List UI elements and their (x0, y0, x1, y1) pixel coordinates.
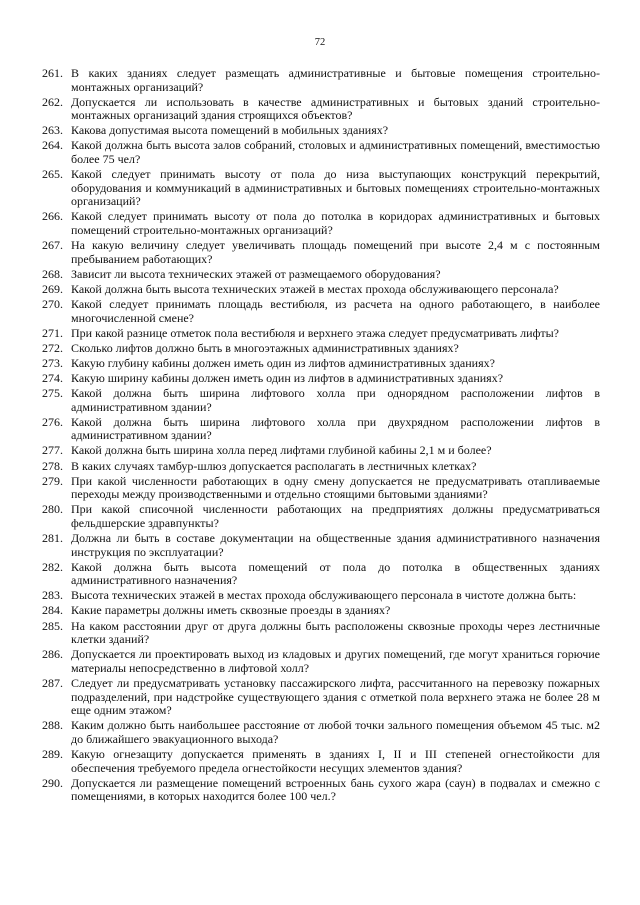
list-item (30, 124, 600, 138)
question-text: Какой следует принимать высоту от пола до низа выступающих конструкций перекрытий, оборудования и коммуникаций в административных и бытовых помещениях строительно-монтажных организаций? (71, 167, 600, 209)
list-item (30, 342, 600, 356)
question-number: 287. (42, 675, 63, 690)
question-text: В каких зданиях следует размещать административные и бытовые помещения строительно-монтажных организаций? (71, 66, 600, 94)
question-text: Допускается ли использовать в качестве административных и бытовых зданий строительно-монтажных организаций здания строящихся объектов? (71, 94, 600, 123)
question-text: Какой следует принимать высоту от пола до потолка в коридорах административных и бытовых помещений строительно-монтажных организаций? (71, 209, 600, 238)
list-item (30, 268, 600, 282)
question-text: Какой следует принимать площадь вестибюля, из расчета на одного работающего, в наиболее многочисленной смене? (71, 297, 600, 325)
question-number: 261. (42, 66, 63, 80)
question-text: В каких случаях тамбур-шлюз допускается располагать в лестничных клетках? (71, 458, 477, 473)
question-number: 290. (42, 775, 63, 790)
list-item (30, 719, 600, 746)
question-number: 275. (42, 386, 63, 401)
list-item (30, 387, 600, 414)
list-item (30, 372, 600, 386)
question-text: Какой должна быть ширина холла перед лифтами глубиной кабины 2,1 м и более? (71, 443, 492, 458)
question-text: При какой списочной численности работающих на предприятиях должны предусматриваться фельдшерские здравпункты? (71, 502, 600, 530)
list-item (30, 283, 600, 297)
question-number: 270. (42, 297, 63, 311)
question-text: Следует ли предусматривать установку пассажирского лифта, рассчитанного на перевозку пожарных подразделений, при надстройке существующего здания с отметкой пола верхнего этажа не более 28 м еще одним этажом? (71, 675, 600, 718)
question-number: 267. (42, 238, 63, 253)
question-text: Сколько лифтов должно быть в многоэтажных административных зданиях? (71, 340, 459, 355)
question-number: 266. (42, 209, 63, 224)
question-text: Какова допустимая высота помещений в мобильных зданиях? (71, 123, 389, 138)
question-text: Какую огнезащиту допускается применять в зданиях I, II и III степеней огнестойкости для обеспечения требуемого предела огнестойкости несущих элементов здания? (71, 746, 600, 775)
page-number: 72 (314, 37, 326, 48)
question-list (30, 67, 600, 805)
question-text: Какой должна быть высота помещений от пола до потолка в общественных зданиях административного назначения? (71, 559, 600, 588)
list-item (30, 561, 600, 588)
question-text: Какие параметры должны иметь сквозные проезды в зданиях? (71, 603, 391, 618)
question-number: 288. (42, 718, 63, 733)
question-number: 276. (42, 414, 63, 429)
list-item (30, 475, 600, 502)
question-number: 264. (42, 138, 63, 153)
question-number: 278. (42, 458, 63, 473)
list-item (30, 589, 600, 603)
question-number: 282. (42, 559, 63, 574)
list-item (30, 67, 600, 94)
list-item (30, 677, 600, 718)
question-text: Высота технических этажей в местах прохода обслуживающего персонала в чистоте должна быть: (71, 588, 577, 603)
list-item (30, 604, 600, 618)
question-text: Какую ширину кабины должен иметь один из лифтов в административных зданиях? (71, 370, 504, 385)
question-number: 281. (42, 531, 63, 545)
list-item (30, 357, 600, 371)
question-text: На какую величину следует увеличивать площадь помещений при высоте 2,4 м с постоянным пребыванием работающих? (71, 238, 600, 266)
question-text: Какой должна быть ширина лифтового холла при однорядном расположении лифтов в административном здании? (71, 386, 600, 414)
question-number: 269. (42, 281, 63, 296)
list-item (30, 532, 600, 559)
question-text: При какой разнице отметок пола вестибюля и верхнего этажа следует предусматривать лифты? (71, 325, 559, 340)
question-number: 285. (42, 618, 63, 633)
question-number: 265. (42, 167, 63, 182)
question-number: 284. (42, 603, 63, 618)
question-text: Зависит ли высота технических этажей от размещаемого оборудования? (71, 266, 441, 281)
list-item (30, 298, 600, 325)
question-text: Какой должна быть ширина лифтового холла при двухрядном расположении лифтов в административном здании? (71, 414, 600, 443)
list-item (30, 503, 600, 530)
question-text: На каком расстоянии друг от друга должны быть расположены сквозные проходы через лестничные клетки зданий? (71, 618, 600, 647)
list-item (30, 416, 600, 443)
question-number: 271. (42, 325, 63, 340)
question-text: Должна ли быть в составе документации на общественные здания административного назначения инструкция по эксплуатации? (71, 531, 600, 559)
question-number: 263. (42, 123, 63, 138)
question-number: 262. (42, 94, 63, 109)
list-item (30, 210, 600, 237)
question-number: 272. (42, 340, 63, 355)
list-item (30, 139, 600, 166)
question-text: При какой численности работающих в одну смену допускается не предусматривать отапливаемые переходы между производственными и отдельно стоящими бытовыми зданиями? (71, 473, 600, 502)
list-item (30, 168, 600, 209)
question-text: Каким должно быть наибольшее расстояние от любой точки зального помещения объемом 45 тыс. м2 до ближайшего эвакуационного выхода? (71, 718, 600, 746)
question-text: Допускается ли размещение помещений встроенных бань сухого жара (саун) в подвалах и смежно с помещениями, в которых находится более 100 чел.? (71, 775, 600, 804)
list-item (30, 460, 600, 474)
question-number: 286. (42, 647, 63, 662)
question-text: Какую глубину кабины должен иметь один из лифтов административных зданиях? (71, 355, 495, 370)
list-item (30, 777, 600, 804)
question-number: 268. (42, 266, 63, 281)
question-text: Какой должна быть высота залов собраний, столовых и административных помещений, вместимостью более 75 чел? (71, 138, 600, 167)
list-item (30, 444, 600, 458)
question-number: 279. (42, 473, 63, 488)
list-item (30, 748, 600, 775)
list-item (30, 96, 600, 123)
list-item (30, 239, 600, 266)
question-text: Какой должна быть высота технических этажей в местах прохода обслуживающего персонала? (71, 281, 559, 296)
list-item (30, 620, 600, 647)
question-number: 274. (42, 370, 63, 385)
list-item (30, 327, 600, 341)
question-number: 289. (42, 746, 63, 761)
list-item (30, 648, 600, 675)
question-number: 273. (42, 355, 63, 370)
question-text: Допускается ли проектировать выход из кладовых и других помещений, где могут храниться горючие материалы непосредственно в лифтовой холл? (71, 647, 600, 675)
question-number: 280. (42, 502, 63, 517)
question-number: 277. (42, 443, 63, 458)
question-number: 283. (42, 588, 63, 603)
